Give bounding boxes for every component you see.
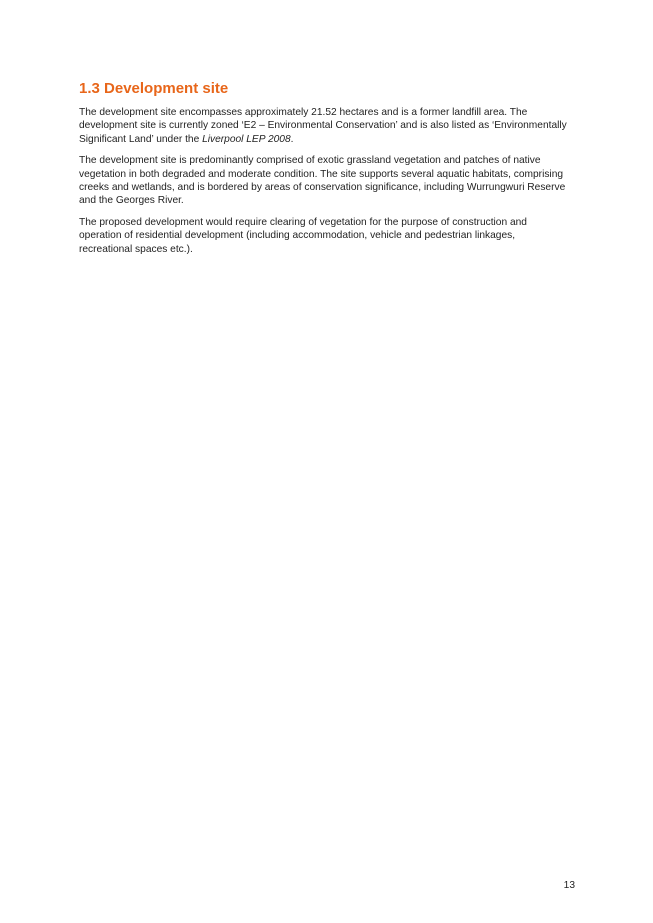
paragraph-site-zoning-text: The development site encompasses approximately 21.52 hectares and is a former landfill area. The development site is currently zoned ‘E2 – Environmental Conservation’ and is also listed as ‘Environmentally Significant Land’ under the <box>79 107 567 145</box>
lep-reference: Liverpool LEP 2008 <box>202 133 291 145</box>
paragraph-vegetation: The development site is predominantly comprised of exotic grassland vegetation and patches of native vegetation in both degraded and moderate condition. The site supports several aquatic habitats, comprising creeks and wetlands, and is bordered by areas of conservation significance, including Wurrungwuri Reserve and the Georges River. <box>79 155 566 207</box>
paragraph-site-zoning <box>79 106 569 146</box>
paragraph-proposed-development: The proposed development would require clearing of vegetation for the purpose of construction and operation of residential development (including accommodation, vehicle and pedestrian linkages, recreational spaces etc.). <box>79 216 527 255</box>
section-heading: 1.3 Development site <box>79 80 229 97</box>
section-content <box>79 79 569 264</box>
paragraph-site-zoning-end: . <box>290 133 294 145</box>
page-number: 13 <box>563 880 575 891</box>
